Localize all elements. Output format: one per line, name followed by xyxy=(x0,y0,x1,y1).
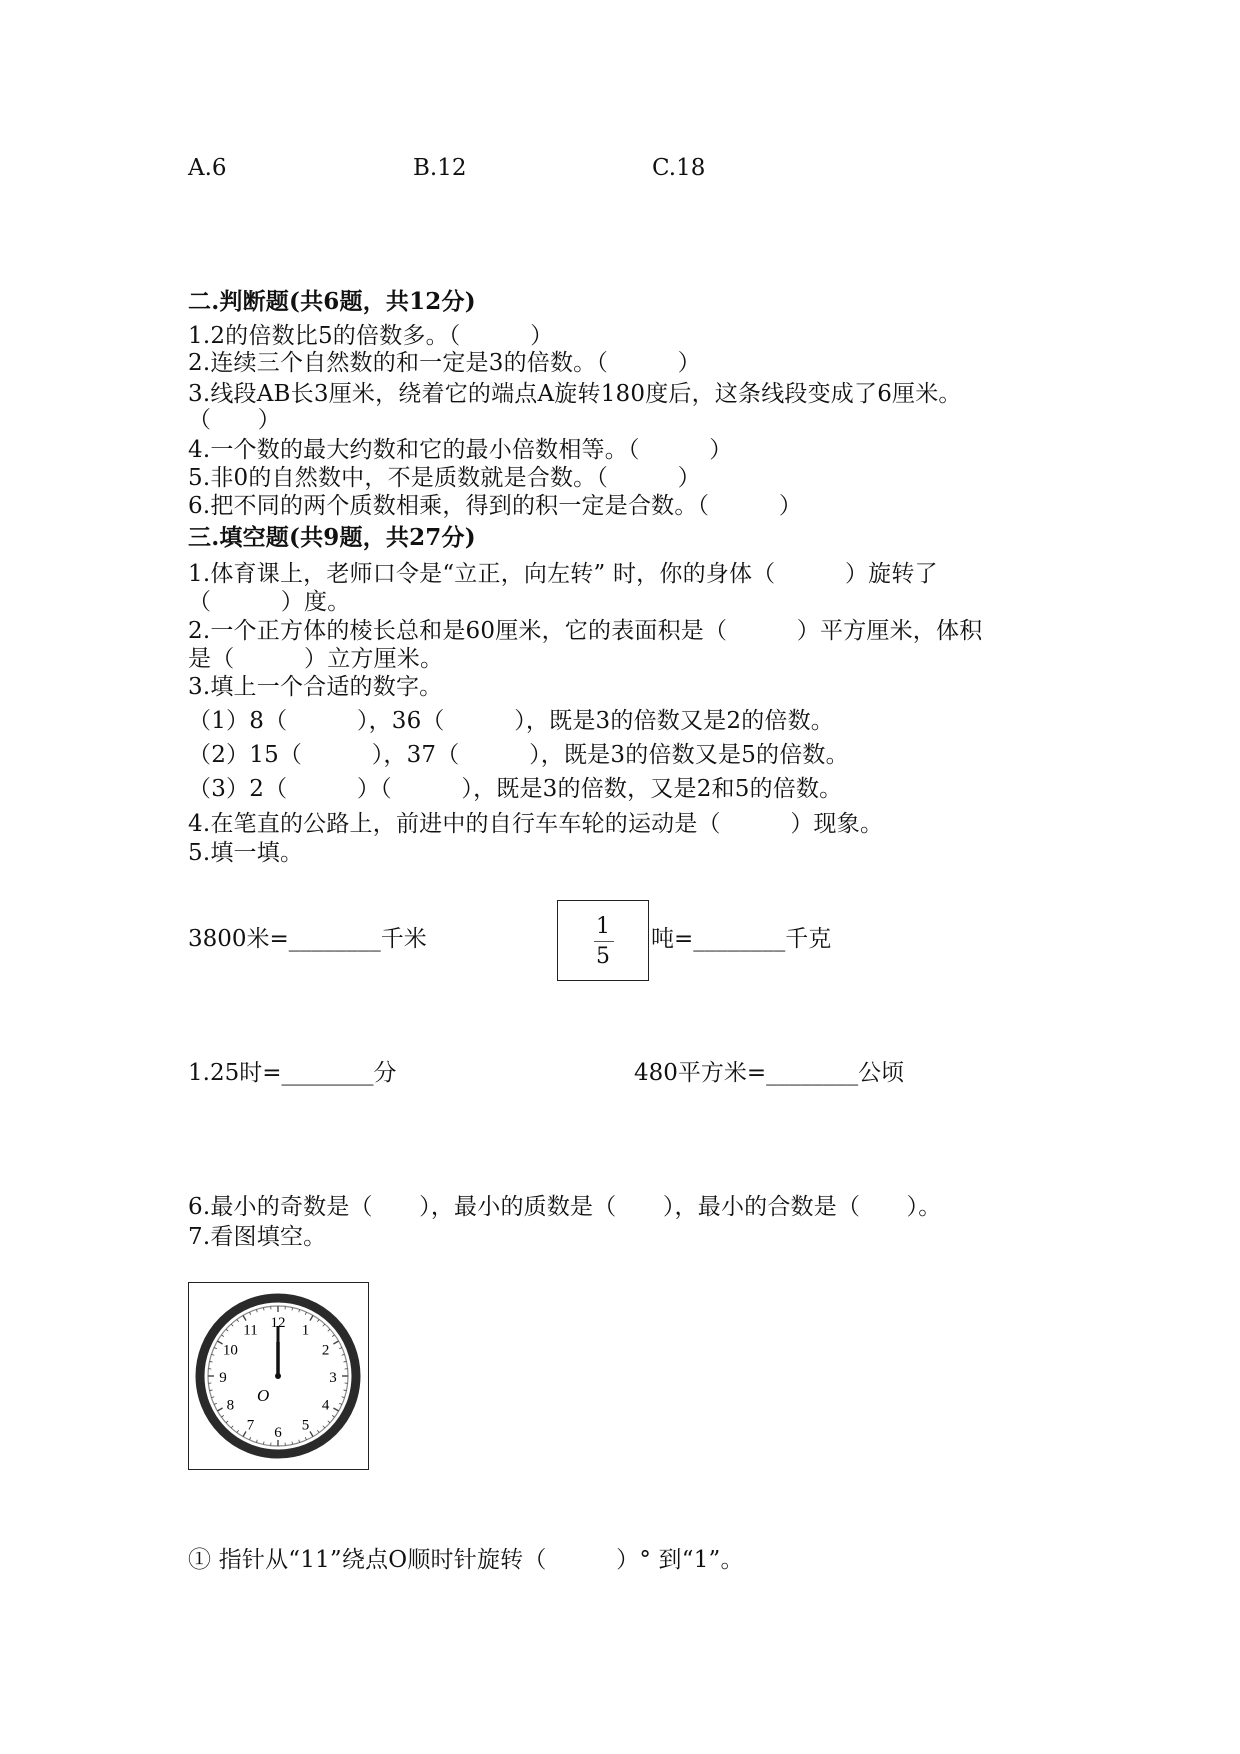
fill-q7: 7.看图填空。 xyxy=(188,1224,327,1250)
fill-q3-1: （1）8（ ），36（ ），既是3的倍数又是2的倍数。 xyxy=(188,708,834,734)
clock-tick xyxy=(317,1319,319,1321)
clock-tick xyxy=(299,1309,300,1312)
clock-number: 2 xyxy=(321,1342,330,1359)
clock-tick xyxy=(221,1335,223,1337)
clock-tick xyxy=(305,1312,306,1315)
clock-tick xyxy=(342,1397,345,1398)
clock-tick xyxy=(226,1421,228,1423)
fill-q1-line1: 1.体育课上，老师口令是“立正，向左转” 时，你的身体（ ）旋转了 xyxy=(188,561,938,587)
fill-q7-1: ① 指针从“11”绕点O顺时针旋转（ ）° 到“1”。 xyxy=(188,1547,744,1573)
clock-tick xyxy=(231,1426,233,1428)
clock-number: 6 xyxy=(274,1425,282,1441)
clock-number: 7 xyxy=(246,1417,255,1434)
judge-item-1: 1.2的倍数比5的倍数多。（ ） xyxy=(188,323,554,349)
clock-tick xyxy=(217,1408,222,1411)
clock-tick xyxy=(339,1403,342,1404)
option-c: C.18 xyxy=(652,155,706,181)
fraction-image xyxy=(557,900,649,981)
clock-tick xyxy=(342,1354,345,1355)
clock-face xyxy=(189,1283,367,1468)
fraction-numerator: 1 xyxy=(596,914,610,939)
clock-center-dot xyxy=(275,1373,281,1379)
clock-tick xyxy=(339,1348,342,1349)
judge-item-5: 5.非0的自然数中，不是质数就是合数。（ ） xyxy=(188,465,701,491)
fill-q6: 6.最小的奇数是（ ），最小的质数是（ ），最小的合数是（ ）。 xyxy=(188,1194,942,1220)
option-a: A.6 xyxy=(188,155,227,181)
fill-q5-c: 1.25时=________分 xyxy=(188,1060,397,1086)
clock-number: 11 xyxy=(243,1322,258,1339)
judge-item-2: 2.连续三个自然数的和一定是3的倍数。（ ） xyxy=(188,350,701,376)
clock-image xyxy=(188,1282,369,1470)
clock-tick xyxy=(214,1403,217,1404)
clock-tick xyxy=(237,1319,239,1321)
clock-number: 12 xyxy=(270,1315,286,1331)
clock-tick xyxy=(211,1354,214,1355)
clock-tick xyxy=(299,1440,300,1443)
clock-tick xyxy=(328,1421,330,1423)
clock-tick xyxy=(310,1315,313,1320)
fraction-bar xyxy=(594,941,614,942)
clock-tick xyxy=(243,1431,246,1436)
clock-tick xyxy=(250,1312,251,1315)
judge-item-4: 4.一个数的最大约数和它的最小倍数相等。（ ） xyxy=(188,437,733,463)
clock-number: 8 xyxy=(226,1397,235,1414)
clock-tick xyxy=(226,1329,228,1331)
fraction-denominator: 5 xyxy=(596,944,610,969)
fill-q3-2: （2）15（ ），37（ ），既是3的倍数又是5的倍数。 xyxy=(188,742,849,768)
section3-heading: 三.填空题(共9题，共27分) xyxy=(188,524,476,551)
judge-item-3: 3.线段AB长3厘米，绕着它的端点A旋转180度后，这条线段变成了6厘米。 xyxy=(188,381,962,407)
clock-tick xyxy=(217,1341,222,1344)
clock-tick xyxy=(231,1324,233,1326)
section2-heading: 二.判断题(共6题，共12分) xyxy=(188,288,476,315)
clock-tick xyxy=(221,1415,223,1417)
clock-number: 10 xyxy=(222,1342,238,1359)
clock-tick xyxy=(305,1437,306,1440)
clock-tick xyxy=(256,1440,257,1443)
clock-tick xyxy=(250,1437,251,1440)
clock-number: 5 xyxy=(301,1417,310,1434)
clock-tick xyxy=(243,1315,246,1320)
fill-q5-d: 480平方米=________公顷 xyxy=(634,1060,905,1086)
fill-q4: 4.在笔直的公路上，前进中的自行车车轮的运动是（ ）现象。 xyxy=(188,811,884,837)
fill-q2-line2: 是（ ）立方厘米。 xyxy=(188,646,444,672)
clock-number: 1 xyxy=(301,1322,310,1339)
clock-tick xyxy=(317,1430,319,1432)
clock-tick xyxy=(310,1431,313,1436)
clock-tick xyxy=(332,1335,334,1337)
clock-number: 3 xyxy=(329,1370,337,1386)
clock-tick xyxy=(333,1408,338,1411)
clock-tick xyxy=(211,1397,214,1398)
option-b: B.12 xyxy=(413,155,467,181)
clock-tick xyxy=(333,1341,338,1344)
clock-tick xyxy=(332,1415,334,1417)
clock-tick xyxy=(256,1309,257,1312)
judge-item-3-paren: （ ） xyxy=(188,407,281,433)
clock-number: 4 xyxy=(321,1397,330,1414)
clock-tick xyxy=(237,1430,239,1432)
clock-tick xyxy=(323,1324,325,1326)
fill-q1-line2: （ ）度。 xyxy=(188,589,351,615)
clock-center-label: O xyxy=(257,1386,270,1405)
judge-item-6: 6.把不同的两个质数相乘，得到的积一定是合数。（ ） xyxy=(188,493,803,519)
fill-q3-3: （3）2（ ）（ ），既是3的倍数，又是2和5的倍数。 xyxy=(188,776,843,802)
fill-q5-b: 吨=________千克 xyxy=(651,926,832,952)
clock-tick xyxy=(214,1348,217,1349)
fill-q2-line1: 2.一个正方体的棱长总和是60厘米，它的表面积是（ ）平方厘米，体积 xyxy=(188,618,983,644)
fill-q5: 5.填一填。 xyxy=(188,840,304,866)
fill-q3: 3.填上一个合适的数字。 xyxy=(188,674,443,700)
clock-number: 9 xyxy=(219,1370,227,1386)
fill-q5-a: 3800米=________千米 xyxy=(188,926,427,952)
clock-tick xyxy=(323,1426,325,1428)
clock-tick xyxy=(328,1329,330,1331)
